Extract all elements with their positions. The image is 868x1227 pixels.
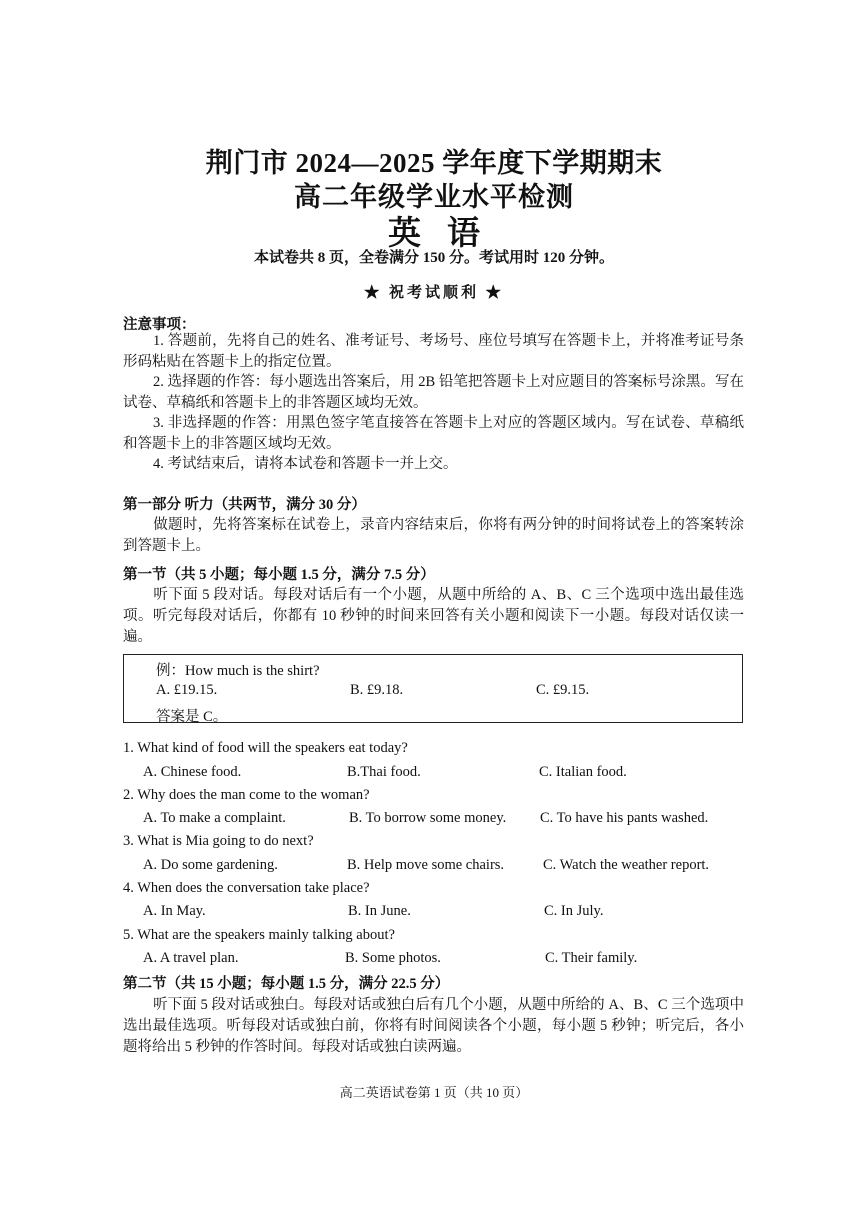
section2-instructions: 听下面 5 段对话或独白。每段对话或独白后有几个小题，从题中所给的 A、B、C 三个选项中选出最佳选项。听每段对话或独白前，你将有时间阅读各个小题，每小题 5 秒钟；听完后，各小题将给出 5 秒钟的作答时间。每段对话或独白读两遍。 bbox=[123, 997, 744, 1055]
example-question: 例：How much is the shirt? bbox=[156, 663, 320, 679]
notes-heading: 注意事项： bbox=[123, 317, 196, 333]
page-footer: 高二英语试卷第 1 页（共 10 页） bbox=[339, 1085, 529, 1100]
question-4-option-a: A. In May. bbox=[143, 903, 206, 919]
question-3-option-c: C. Watch the weather report. bbox=[543, 857, 710, 873]
question-2-option-c: C. To have his pants washed. bbox=[540, 810, 709, 826]
question-2-option-a: A. To make a complaint. bbox=[143, 810, 286, 826]
part1-intro: 做题时，先将答案标在试卷上，录音内容结束后，你将有两分钟的时间将试卷上的答案转涂到答题卡上。 bbox=[123, 517, 744, 554]
question-2: 2. Why does the man come to the woman? bbox=[123, 787, 370, 803]
section1-heading: 第一节（共 5 小题；每小题 1.5 分，满分 7.5 分） bbox=[123, 567, 435, 583]
question-5-option-a: A. A travel plan. bbox=[143, 950, 239, 966]
note-item-1: 1. 答题前，先将自己的姓名、准考证号、考场号、座位号填写在答题卡上，并将准考证号条形码粘贴在答题卡上的指定位置。 bbox=[123, 333, 744, 370]
question-1-option-a: A. Chinese food. bbox=[143, 764, 242, 780]
example-option-a: A. £19.15. bbox=[156, 682, 218, 698]
section2-heading: 第二节（共 15 小题；每小题 1.5 分，满分 22.5 分） bbox=[123, 976, 450, 992]
question-3-option-a: A. Do some gardening. bbox=[143, 857, 278, 873]
section1-instructions: 听下面 5 段对话。每段对话后有一个小题，从题中所给的 A、B、C 三个选项中选出最佳选项。听完每段对话后，你都有 10 秒钟的时间来回答有关小题和阅读下一小题。每段对话仅读一遍。 bbox=[123, 587, 744, 645]
question-3-option-b: B. Help move some chairs. bbox=[347, 857, 505, 873]
question-5: 5. What are the speakers mainly talking about? bbox=[123, 927, 395, 943]
exam-info: 本试卷共 8 页，全卷满分 150 分。考试用时 120 分钟。 bbox=[253, 250, 614, 266]
example-box bbox=[123, 654, 743, 723]
question-4: 4. When does the conversation take place? bbox=[123, 880, 370, 896]
example-option-c: C. £9.15. bbox=[536, 682, 590, 698]
question-4-option-b: B. In June. bbox=[348, 903, 411, 919]
question-5-option-c: C. Their family. bbox=[545, 950, 638, 966]
part1-heading: 第一部分 听力（共两节，满分 30 分） bbox=[123, 497, 366, 513]
note-item-2: 2. 选择题的作答：每小题选出答案后，用 2B 铅笔把答题卡上对应题目的答案标号涂黑。写在试卷、草稿纸和答题卡上的非答题区域均无效。 bbox=[123, 374, 744, 411]
exam-subtitle: 高二年级学业水平检测 bbox=[294, 182, 574, 212]
exam-title: 荆门市 2024—2025 学年度下学期期末 bbox=[205, 148, 663, 178]
example-answer: 答案是 C。 bbox=[156, 709, 228, 725]
note-item-3: 3. 非选择题的作答：用黑色签字笔直接答在答题卡上对应的答题区域内。写在试卷、草稿纸和答题卡上的非答题区域均无效。 bbox=[123, 415, 744, 452]
question-1: 1. What kind of food will the speakers eat today? bbox=[123, 740, 408, 756]
note-item-4: 4. 考试结束后，请将本试卷和答题卡一并上交。 bbox=[153, 456, 458, 472]
subject-title: 英语 bbox=[388, 216, 506, 252]
question-1-option-b: B.Thai food. bbox=[347, 764, 421, 780]
question-3: 3. What is Mia going to do next? bbox=[123, 833, 314, 849]
question-1-option-c: C. Italian food. bbox=[539, 764, 627, 780]
question-4-option-c: C. In July. bbox=[544, 903, 604, 919]
example-option-b: B. £9.18. bbox=[350, 682, 404, 698]
question-2-option-b: B. To borrow some money. bbox=[349, 810, 507, 826]
question-5-option-b: B. Some photos. bbox=[345, 950, 441, 966]
blessing-line: ★ 祝考试顺利 ★ bbox=[364, 285, 504, 301]
